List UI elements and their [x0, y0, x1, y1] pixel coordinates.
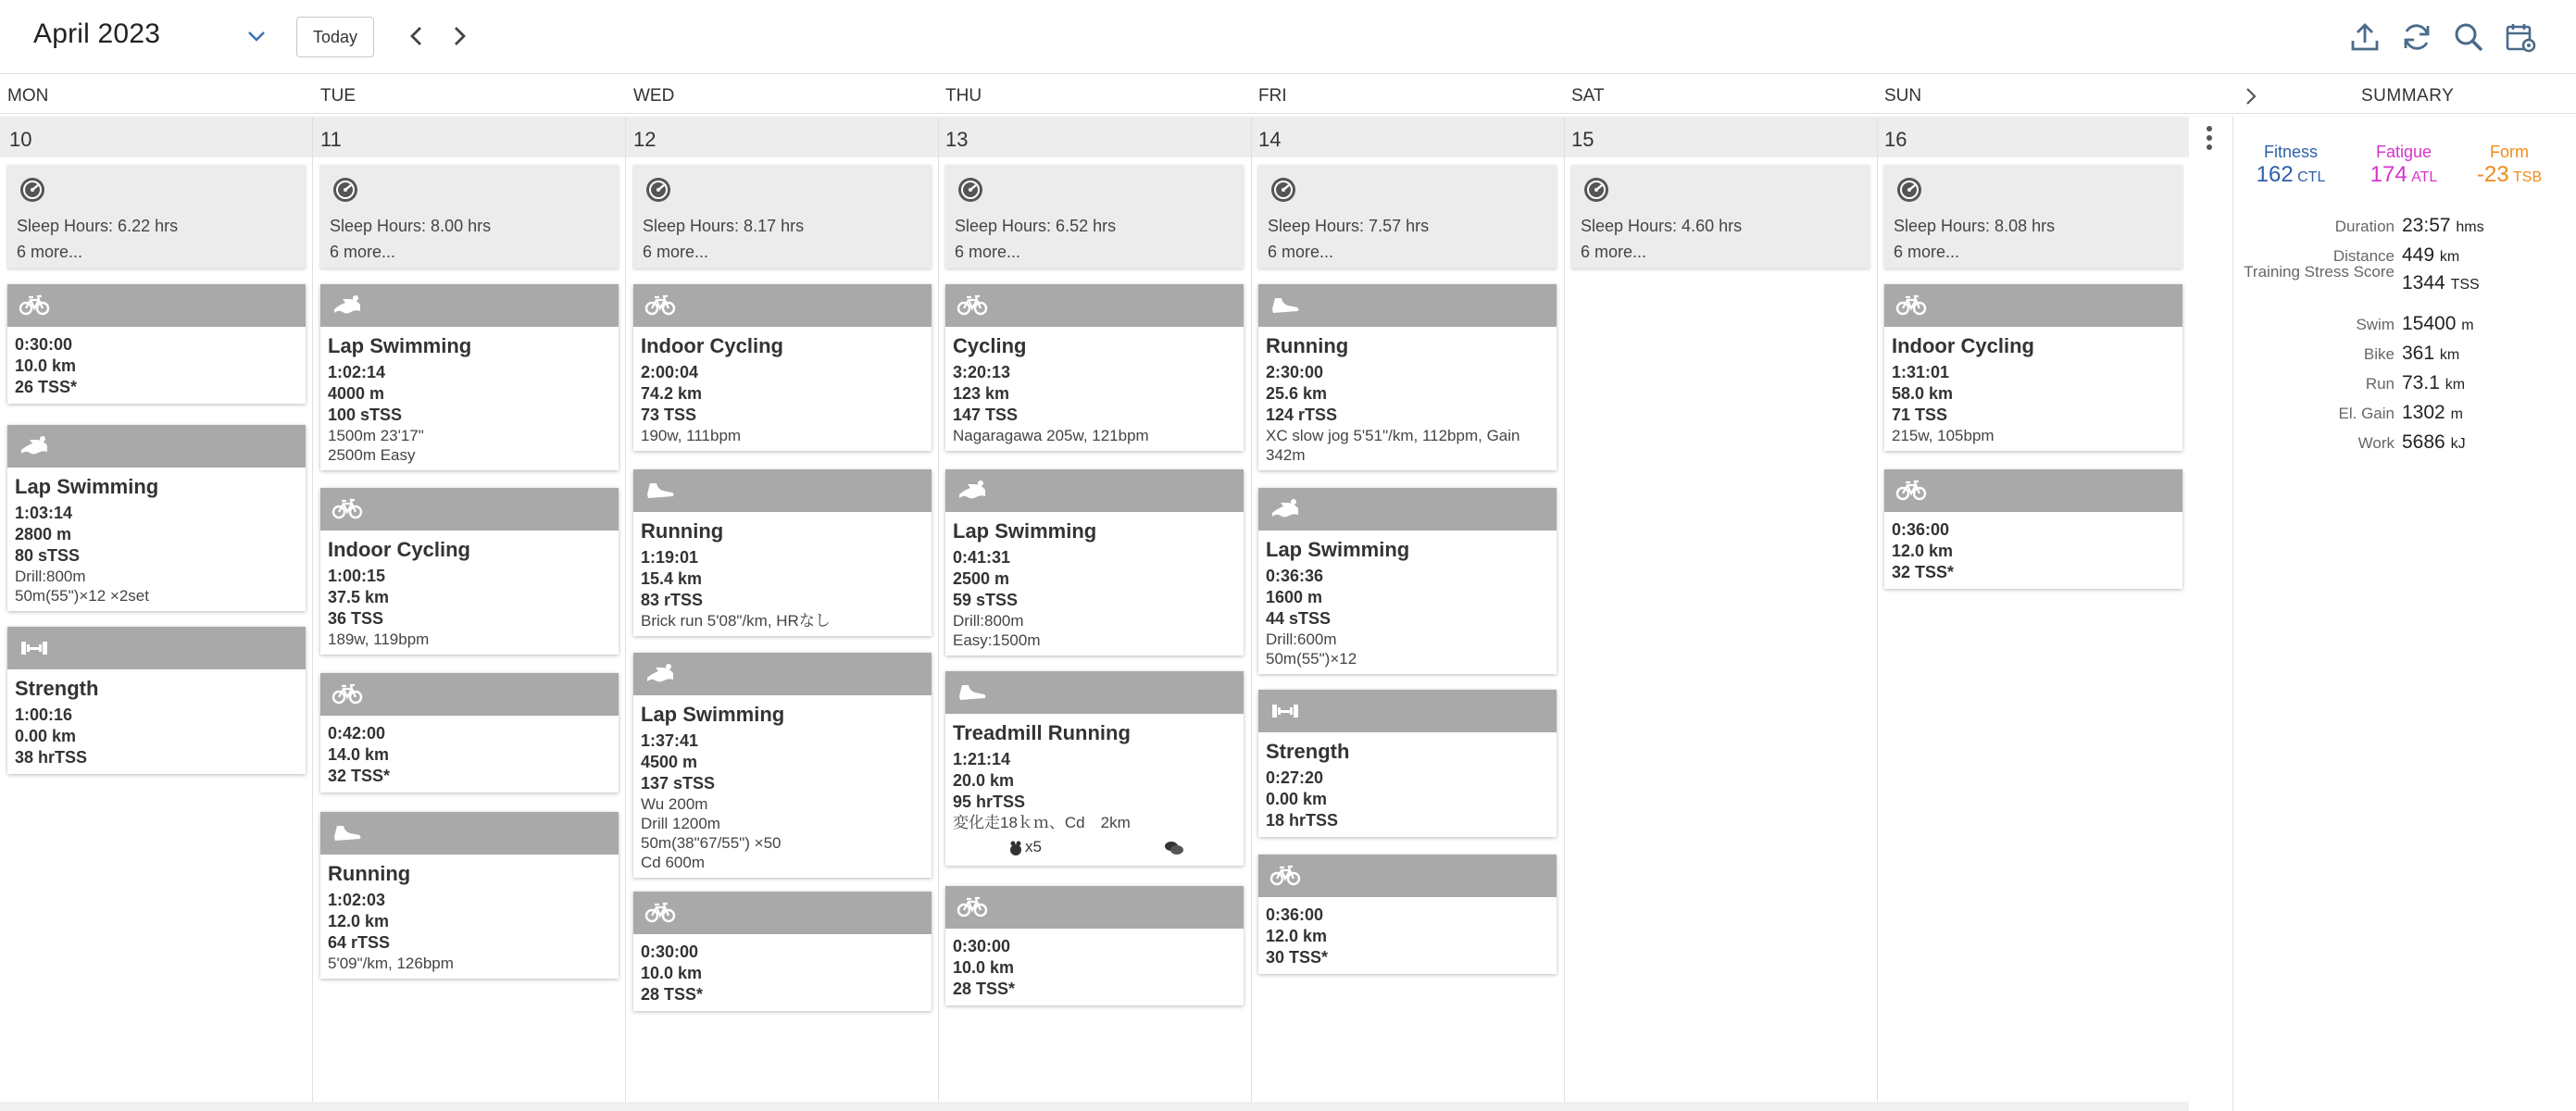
summary-row-unit: m	[2450, 406, 2463, 422]
workout-type-header	[945, 886, 1244, 929]
workout-metric: 124 rTSS	[1266, 406, 1338, 424]
workout-metric: 74.2 km	[641, 384, 703, 403]
workout-metric: 2:00:04	[641, 363, 699, 381]
workout-title: Indoor Cycling	[641, 334, 783, 357]
workout-metric: 20.0 km	[953, 771, 1015, 790]
workout-metric: 4000 m	[328, 384, 385, 403]
date-number: 12	[633, 128, 657, 151]
sleep-hours: Sleep Hours: 6.52 hrs	[955, 217, 1117, 235]
workout-type-header	[633, 892, 932, 934]
workout-metric: 80 sTSS	[15, 546, 81, 565]
workout-description: Drill 1200m	[641, 815, 720, 832]
weekday-label: SAT	[1571, 86, 1605, 106]
workout-title: Strength	[1266, 740, 1350, 763]
date-number: 14	[1258, 128, 1282, 151]
workout-metric: 38 hrTSS	[15, 748, 88, 767]
summary-row-value: 73.1	[2402, 372, 2440, 393]
workout-metric: 15.4 km	[641, 569, 703, 588]
summary-row-value-wrap	[2402, 343, 2459, 365]
workout-title: Treadmill Running	[953, 721, 1131, 744]
workout-metric: 1:37:41	[641, 731, 699, 750]
workout-description: Brick run 5'08"/km, HRなし	[641, 612, 831, 630]
summary-row-unit: kJ	[2450, 436, 2466, 452]
workout-metric: 44 sTSS	[1266, 609, 1332, 628]
search-icon[interactable]	[2452, 20, 2485, 54]
summary-row-value-wrap	[2402, 372, 2465, 394]
workout-description: Nagaragawa 205w, 121bpm	[953, 427, 1149, 444]
workout-description: Drill:600m	[1266, 630, 1337, 648]
workout-metric: 1:03:14	[15, 504, 73, 522]
workout-metric: 2:30:00	[1266, 363, 1324, 381]
weekday-label: WED	[633, 86, 675, 106]
workout-card[interactable]	[633, 892, 932, 1011]
workout-metric: 0:36:36	[1266, 567, 1324, 585]
workout-metric: 73 TSS	[641, 406, 697, 424]
workout-metric: 59 sTSS	[953, 591, 1019, 609]
summary-row-label: Work	[2357, 434, 2395, 452]
workout-description: 1500m 23'17"	[328, 427, 424, 444]
more-metrics-link[interactable]: 6 more...	[1894, 243, 1960, 261]
chevron-right-icon[interactable]	[2241, 85, 2261, 107]
more-metrics-link[interactable]: 6 more...	[1581, 243, 1647, 261]
workout-metric: 147 TSS	[953, 406, 1019, 424]
workout-description: Drill:800m	[15, 568, 86, 585]
weekday-label: SUN	[1884, 86, 1922, 106]
workout-title: Cycling	[953, 334, 1027, 357]
workout-metric: 36 TSS	[328, 609, 384, 628]
fatigue-label: Fatigue	[2375, 143, 2432, 161]
summary-row-value: 5686	[2402, 431, 2445, 453]
workout-metric: 2800 m	[15, 525, 72, 543]
sleep-metric-card[interactable]	[1571, 165, 1869, 268]
column-divider	[1877, 117, 1878, 1111]
workout-metric: 32 TSS*	[1892, 563, 1955, 581]
workout-metric: 64 rTSS	[328, 933, 391, 952]
workout-title: Indoor Cycling	[1892, 334, 2034, 357]
workout-type-header	[7, 627, 306, 669]
workout-card[interactable]	[633, 284, 932, 451]
workout-description: 50m(38"67/55") ×50	[641, 834, 782, 852]
summary-row-label: Bike	[2363, 345, 2395, 363]
more-metrics-link[interactable]: 6 more...	[643, 243, 709, 261]
summary-row	[2235, 400, 2576, 428]
workout-metric: 0:30:00	[15, 335, 73, 354]
workout-metric: 71 TSS	[1892, 406, 1948, 424]
workout-card[interactable]	[7, 284, 306, 404]
workout-title: Strength	[15, 677, 99, 700]
column-divider	[312, 117, 313, 1111]
workout-metric: 0:30:00	[953, 937, 1011, 955]
summary-row-value-wrap	[2402, 272, 2480, 294]
horizontal-scrollbar[interactable]	[0, 1102, 2189, 1111]
workout-card[interactable]	[1258, 855, 1557, 974]
workout-metric: 28 TSS*	[953, 980, 1016, 998]
week-gutter	[2189, 117, 2233, 1111]
workout-metric: 0:36:00	[1892, 520, 1950, 539]
weekday-label: FRI	[1258, 86, 1287, 106]
workout-metric: 0:36:00	[1266, 905, 1324, 924]
summary-row-value-wrap	[2402, 402, 2463, 424]
column-divider	[1251, 117, 1252, 1111]
workout-metric: 95 hrTSS	[953, 793, 1026, 811]
summary-row-label: Swim	[2356, 316, 2395, 333]
workout-metric: 26 TSS*	[15, 378, 78, 396]
workout-title: Running	[641, 519, 724, 543]
summary-row	[2235, 370, 2576, 398]
workout-type-header	[1884, 469, 2182, 512]
sleep-hours: Sleep Hours: 8.08 hrs	[1894, 217, 2056, 235]
fatigue-unit: ATL	[2411, 169, 2438, 185]
workout-type-header	[1258, 284, 1557, 327]
date-number: 10	[9, 128, 32, 151]
summary-row-unit: hms	[2456, 219, 2484, 235]
workout-metric: 0:30:00	[641, 942, 699, 961]
weekday-label: TUE	[320, 86, 356, 106]
workout-metric: 1600 m	[1266, 588, 1323, 606]
kudos-count: x5	[1025, 838, 1042, 855]
workout-title: Lap Swimming	[328, 334, 472, 357]
workout-description: XC slow jog 5'51"/km, 112bpm, Gain	[1266, 427, 1520, 444]
workout-card[interactable]	[320, 673, 619, 793]
summary-row	[2235, 311, 2576, 339]
workout-metric: 1:02:14	[328, 363, 386, 381]
workout-metric: 123 km	[953, 384, 1010, 403]
workout-type-header	[633, 469, 932, 512]
workout-metric: 12.0 km	[1892, 542, 1954, 560]
calendar-settings-icon[interactable]	[2504, 20, 2537, 54]
fitness-value: 162	[2256, 162, 2294, 187]
workout-type-header	[1258, 690, 1557, 732]
workout-metric: 83 rTSS	[641, 591, 704, 609]
sleep-hours: Sleep Hours: 8.17 hrs	[643, 217, 805, 235]
sleep-metric-card[interactable]	[1884, 165, 2182, 268]
workout-description: Drill:800m	[953, 612, 1024, 630]
summary-row-value: 449	[2402, 244, 2435, 266]
more-metrics-link[interactable]: 6 more...	[17, 243, 83, 261]
workout-title: Lap Swimming	[641, 703, 785, 726]
workout-card[interactable]	[1884, 469, 2182, 589]
workout-metric: 0:42:00	[328, 724, 386, 743]
workout-metric: 1:19:01	[641, 548, 699, 567]
date-number: 16	[1884, 128, 1907, 151]
summary-row-value: 23:57	[2402, 215, 2451, 236]
top-toolbar	[0, 0, 2576, 74]
workout-type-header	[945, 284, 1244, 327]
workout-description: 5'09"/km, 126bpm	[328, 955, 454, 972]
workout-description: 189w, 119bpm	[328, 630, 430, 648]
workout-description: 342m	[1266, 446, 1306, 464]
workout-title: Running	[328, 862, 411, 885]
workout-title: Lap Swimming	[1266, 538, 1410, 561]
workout-description: 190w, 111bpm	[641, 427, 742, 444]
sleep-metric-card[interactable]	[7, 165, 306, 268]
workout-description: 2500m Easy	[328, 446, 416, 464]
workout-type-header	[320, 488, 619, 531]
summary-panel	[2235, 117, 2576, 1111]
workout-metric: 0.00 km	[1266, 790, 1328, 808]
workout-card[interactable]	[1258, 690, 1557, 837]
sleep-metric-card[interactable]	[320, 165, 619, 268]
summary-row-value: 1344	[2402, 272, 2445, 293]
workout-metric: 10.0 km	[15, 356, 77, 375]
workout-metric: 2500 m	[953, 569, 1010, 588]
form-value: -23	[2476, 162, 2509, 187]
workout-type-header	[945, 671, 1244, 714]
workout-metric: 1:21:14	[953, 750, 1011, 768]
weekday-header	[0, 77, 2576, 114]
workout-card[interactable]	[945, 284, 1244, 451]
sleep-hours: Sleep Hours: 7.57 hrs	[1268, 217, 1430, 235]
today-button[interactable]: Today	[296, 17, 374, 57]
workout-card[interactable]	[320, 488, 619, 655]
summary-row-label: Run	[2365, 375, 2395, 393]
fitness-unit: CTL	[2297, 169, 2326, 185]
workout-metric: 12.0 km	[328, 912, 390, 930]
workout-metric: 12.0 km	[1266, 927, 1328, 945]
chevron-right-icon[interactable]	[446, 22, 472, 50]
column-divider	[938, 117, 939, 1111]
workout-metric: 4500 m	[641, 753, 698, 771]
summary-row	[2235, 430, 2576, 457]
month-title[interactable]: April 2023	[33, 19, 161, 49]
workout-metric: 28 TSS*	[641, 985, 704, 1004]
column-divider	[625, 117, 626, 1111]
sync-icon[interactable]	[2400, 20, 2433, 54]
summary-row	[2235, 341, 2576, 368]
summary-title: SUMMARY	[2361, 86, 2455, 106]
workout-metric: 10.0 km	[641, 964, 703, 982]
workout-card[interactable]	[633, 653, 932, 878]
workout-title: Lap Swimming	[15, 475, 159, 498]
workout-metric: 10.0 km	[953, 958, 1015, 977]
date-number: 11	[320, 128, 342, 151]
summary-row	[2235, 263, 2576, 298]
workout-metric: 25.6 km	[1266, 384, 1328, 403]
sleep-metric-card[interactable]	[945, 165, 1244, 268]
workout-type-header	[320, 673, 619, 716]
workout-card[interactable]	[1884, 284, 2182, 451]
more-options-icon[interactable]	[2204, 124, 2215, 152]
workout-metric: 100 sTSS	[328, 406, 403, 424]
workout-metric: 30 TSS*	[1266, 948, 1329, 967]
summary-row-value: 15400	[2402, 313, 2457, 334]
date-number: 15	[1571, 128, 1594, 151]
workout-type-header	[1884, 284, 2182, 327]
workout-card[interactable]	[633, 469, 932, 636]
form-stat	[2454, 143, 2565, 188]
column-divider	[1564, 117, 1565, 1111]
summary-row-unit: m	[2461, 318, 2474, 333]
workout-description: Easy:1500m	[953, 631, 1041, 649]
workout-type-header	[633, 284, 932, 327]
workout-metric: 0.00 km	[15, 727, 77, 745]
kudos-icon[interactable]	[1008, 840, 1023, 856]
workout-description: 50m(55")×12 ×2set	[15, 587, 149, 605]
summary-row-value-wrap	[2402, 215, 2484, 237]
sleep-hours: Sleep Hours: 4.60 hrs	[1581, 217, 1743, 235]
fitness-label: Fitness	[2263, 143, 2319, 161]
workout-type-header	[7, 284, 306, 327]
workout-card[interactable]	[7, 627, 306, 774]
summary-row-label: El. Gain	[2338, 405, 2395, 422]
workout-type-header	[1258, 855, 1557, 897]
workout-metric: 37.5 km	[328, 588, 390, 606]
summary-row-value-wrap	[2402, 431, 2466, 454]
chevron-down-icon[interactable]	[244, 26, 269, 46]
workout-card[interactable]	[320, 284, 619, 470]
workout-metric: 1:00:16	[15, 705, 73, 724]
workout-card[interactable]	[945, 671, 1244, 866]
fatigue-value: 174	[2370, 162, 2407, 187]
summary-row-label: Distance	[2332, 247, 2395, 265]
summary-row-label: Duration	[2334, 218, 2395, 235]
workout-metric: 137 sTSS	[641, 774, 716, 793]
workout-card[interactable]	[320, 812, 619, 979]
form-label: Form	[2490, 143, 2529, 161]
workout-type-header	[320, 812, 619, 855]
workout-description: Wu 200m	[641, 795, 708, 813]
summary-row-unit: km	[2439, 347, 2460, 363]
fitness-stat	[2235, 143, 2346, 188]
more-metrics-link[interactable]: 6 more...	[1268, 243, 1334, 261]
workout-description: 変化走18ｋｍ、Cd 2km	[953, 814, 1131, 831]
workout-description: 50m(55")×12	[1266, 650, 1357, 668]
workout-metric: 18 hrTSS	[1266, 811, 1339, 830]
sleep-hours: Sleep Hours: 8.00 hrs	[330, 217, 492, 235]
summary-row-label: Training Stress Score	[2244, 263, 2395, 281]
workout-type-header	[1258, 488, 1557, 531]
sleep-metric-card[interactable]	[1258, 165, 1557, 268]
workout-metric: 1:31:01	[1892, 363, 1950, 381]
summary-row-unit: TSS	[2450, 277, 2480, 293]
fatigue-stat	[2348, 143, 2459, 188]
workout-card[interactable]	[945, 469, 1244, 655]
workout-card[interactable]	[7, 425, 306, 611]
sleep-hours: Sleep Hours: 6.22 hrs	[17, 217, 179, 235]
workout-metric: 3:20:13	[953, 363, 1011, 381]
workout-description: Cd 600m	[641, 854, 705, 871]
sleep-metric-card[interactable]	[633, 165, 932, 268]
workout-metric: 58.0 km	[1892, 384, 1954, 403]
upload-icon[interactable]	[2348, 20, 2382, 54]
weekday-label: MON	[7, 86, 49, 106]
workout-type-header	[7, 425, 306, 468]
form-unit: TSB	[2513, 169, 2543, 185]
workout-description: 215w, 105bpm	[1892, 427, 1995, 444]
workout-title: Running	[1266, 334, 1349, 357]
summary-row	[2235, 213, 2576, 241]
workout-card[interactable]	[1258, 284, 1557, 470]
summary-row-value-wrap	[2402, 313, 2474, 335]
summary-row-value: 361	[2402, 343, 2435, 364]
workout-title: Lap Swimming	[953, 519, 1097, 543]
workout-metric: 0:27:20	[1266, 768, 1324, 787]
workout-card[interactable]	[1258, 488, 1557, 674]
workout-metric: 1:02:03	[328, 891, 386, 909]
workout-metric: 1:00:15	[328, 567, 386, 585]
comments-icon[interactable]	[1164, 840, 1184, 856]
chevron-left-icon[interactable]	[404, 22, 430, 50]
summary-row-unit: km	[2439, 249, 2460, 265]
weekday-label: THU	[945, 86, 982, 106]
more-metrics-link[interactable]: 6 more...	[330, 243, 396, 261]
workout-metric: 14.0 km	[328, 745, 390, 764]
workout-type-header	[945, 469, 1244, 512]
more-metrics-link[interactable]: 6 more...	[955, 243, 1021, 261]
date-number: 13	[945, 128, 969, 151]
workout-footer	[953, 836, 1236, 860]
summary-row-value: 1302	[2402, 402, 2445, 423]
workout-title: Indoor Cycling	[328, 538, 470, 561]
workout-type-header	[320, 284, 619, 327]
workout-card[interactable]	[945, 886, 1244, 1005]
workout-metric: 32 TSS*	[328, 767, 391, 785]
summary-row-value-wrap	[2402, 244, 2459, 267]
workout-metric: 0:41:31	[953, 548, 1011, 567]
summary-row-unit: km	[2445, 377, 2466, 393]
workout-type-header	[633, 653, 932, 695]
